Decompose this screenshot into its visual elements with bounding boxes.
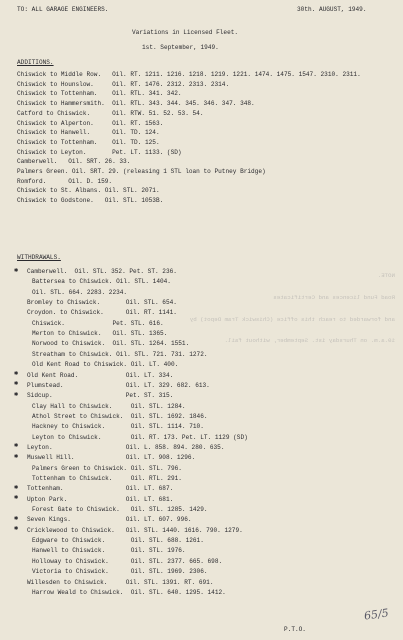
withdrawal-row: Hanwell to Chiswick. Oil. STL. 1976. — [32, 547, 186, 555]
withdrawal-row: Muswell Hill. Oil. LT. 908. 1296. — [27, 454, 196, 462]
addition-row: Palmers Green. Oil. SRT. 29. (releasing 1 STL loan to Putney Bridge) — [17, 168, 266, 175]
show-through-text: NOTE. Road Fund licences and Certificates and forwarded to reach this office (Chiswick Tram Depot) by 10.a.m. on Thursday 1st. September, without fail. — [189, 272, 395, 345]
withdrawal-row: Sidcup. Pet. ST. 315. — [27, 392, 174, 400]
withdrawal-row: Streatham to Chiswick. Oil. STL. 721. 731. 1272. — [32, 350, 208, 358]
withdrawal-row: Palmers Green to Chiswick. Oil. STL. 796. — [32, 464, 182, 472]
asterisk-mark: ✱ — [14, 514, 19, 523]
withdrawal-row: Bromley to Chiswick. Oil. STL. 654. — [27, 299, 177, 307]
asterisk-mark: ✱ — [14, 525, 19, 534]
asterisk-mark: ✱ — [14, 494, 19, 503]
addition-row: Chiswick to Tottenham. Oil. TD. 125. — [17, 138, 160, 146]
document-subtitle: 1st. September, 1949. — [142, 44, 219, 51]
addition-row: Chiswick to Alperton. Oil. RT. 1563. — [17, 119, 164, 127]
addition-row: Romford. Oil. D. 159. — [17, 177, 113, 185]
withdrawal-row: Croydon. to Chiswick. Oil. RT. 1141. — [27, 309, 177, 317]
document-date: 30th. AUGUST, 1949. — [297, 6, 367, 13]
handwritten-number: 65/5 — [363, 606, 390, 623]
withdrawal-row: Chiswick. Pet. STL. 616. — [32, 319, 164, 327]
withdrawal-row: Victoria to Chiswick. Oil. STL. 1969. 2306. — [32, 568, 208, 576]
asterisk-mark: ✱ — [14, 370, 19, 378]
pto-marker: P.T.O. — [284, 626, 306, 633]
withdrawal-row: Leyton. Oil. L. 858. 894. 280. 635. — [27, 443, 225, 451]
withdrawal-row: Old Kent Road. Oil. LT. 334. — [27, 371, 174, 379]
addition-row: Chiswick to Godstone. Oil. STL. 1053B. — [17, 197, 164, 205]
withdrawal-row: Cricklewood to Chiswick. Oil. STL. 1440. 1616. 790. 1279. — [27, 526, 243, 534]
withdrawal-row: Harrow Weald to Chiswick. Oil. STL. 640. 1295. 1412. — [32, 588, 226, 596]
addition-row: Chiswick to Leyton. Pet. LT. 1133. (SD) — [17, 148, 182, 156]
addition-row: Chiswick to Hounslow. Oil. RT. 1476. 2312. 2313. 2314. — [17, 80, 230, 88]
addition-row: Chiswick to St. Albans. Oil. STL. 2071. — [17, 187, 160, 195]
addressee: TO: ALL GARAGE ENGINEERS. — [17, 6, 109, 13]
asterisk-mark: ✱ — [14, 452, 19, 461]
addition-row: Chiswick to Tottenham. Oil. RTL. 341. 342. — [17, 90, 182, 98]
withdrawal-row: Forest Gate to Chiswick. Oil. STL. 1285. 1429. — [32, 506, 208, 514]
withdrawal-row: Athol Street to Chiswick. Oil. STL. 1692. 1846. — [32, 412, 208, 420]
withdrawal-row: Plumstead. Oil. LT. 329. 682. 613. — [27, 381, 210, 389]
asterisk-mark: ✱ — [14, 380, 19, 389]
asterisk-mark: ✱ — [14, 390, 19, 399]
withdrawal-row: Clay Hall to Chiswick. Oil. STL. 1284. — [32, 402, 186, 410]
asterisk-mark: ✱ — [14, 483, 19, 492]
withdrawal-row: Oil. STL. 664. 2283. 2234. — [32, 288, 128, 296]
withdrawal-row: Tottenham. Oil. LT. 687. — [27, 485, 174, 493]
withdrawal-row: Willesden to Chiswick. Oil. STL. 1391. RT. 691. — [27, 578, 214, 586]
withdrawal-row: Merton to Chiswick. Oil. STL. 1365. — [32, 330, 168, 338]
withdrawal-row: Edgware to Chiswick. Oil. STL. 688. 1261. — [32, 537, 204, 545]
withdrawal-row: Camberwell. Oil. STL. 352. Pet. ST. 236. — [27, 268, 177, 275]
withdrawal-row: Leyton to Chiswick. Oil. RT. 173. Pet. LT. 1129 (SD) — [32, 433, 248, 441]
withdrawal-row: Battersea to Chiswick. Oil. STL. 1404. — [32, 278, 171, 286]
withdrawal-row: Tottenham to Chiswick. Oil. RTL. 291. — [32, 475, 182, 482]
addition-row: Chiswick to Hanwell. Oil. TD. 124. — [17, 129, 160, 137]
withdrawal-row: Old Kent Road to Chiswick. Oil. LT. 400. — [32, 361, 179, 369]
addition-row: Chiswick to Hammersmith. Oil. RTL. 343. 344. 345. 346. 347. 348. — [17, 100, 255, 108]
document-title: Variations in Licensed Fleet. — [132, 29, 239, 36]
asterisk-mark: ✱ — [14, 266, 19, 275]
withdrawal-row: Norwood to Chiswick. Oil. STL. 1264. 1551. — [32, 340, 190, 348]
withdrawal-row: Holloway to Chiswick. Oil. STL. 2377. 665. 698. — [32, 557, 223, 565]
withdrawals-heading: WITHDRAWALS. — [17, 254, 61, 261]
addition-row: Chiswick to Middle Row. Oil. RT. 1211. 1216. 1218. 1219. 1221. 1474. 1475. 1547. 2310. 2311. — [17, 71, 361, 78]
withdrawal-row: Upton Park. Oil. LT. 681. — [27, 495, 174, 503]
withdrawal-row: Seven Kings. Oil. LT. 607. 996. — [27, 516, 192, 524]
additions-heading: ADDITIONS. — [17, 59, 54, 66]
addition-row: Camberwell. Oil. SRT. 26. 33. — [17, 158, 131, 166]
asterisk-mark: ✱ — [14, 442, 19, 451]
addition-row: Catford to Chiswick. Oil. RTW. 51. 52. 53. 54. — [17, 109, 204, 117]
withdrawal-row: Hackney to Chiswick. Oil. STL. 1114. 710. — [32, 423, 204, 431]
